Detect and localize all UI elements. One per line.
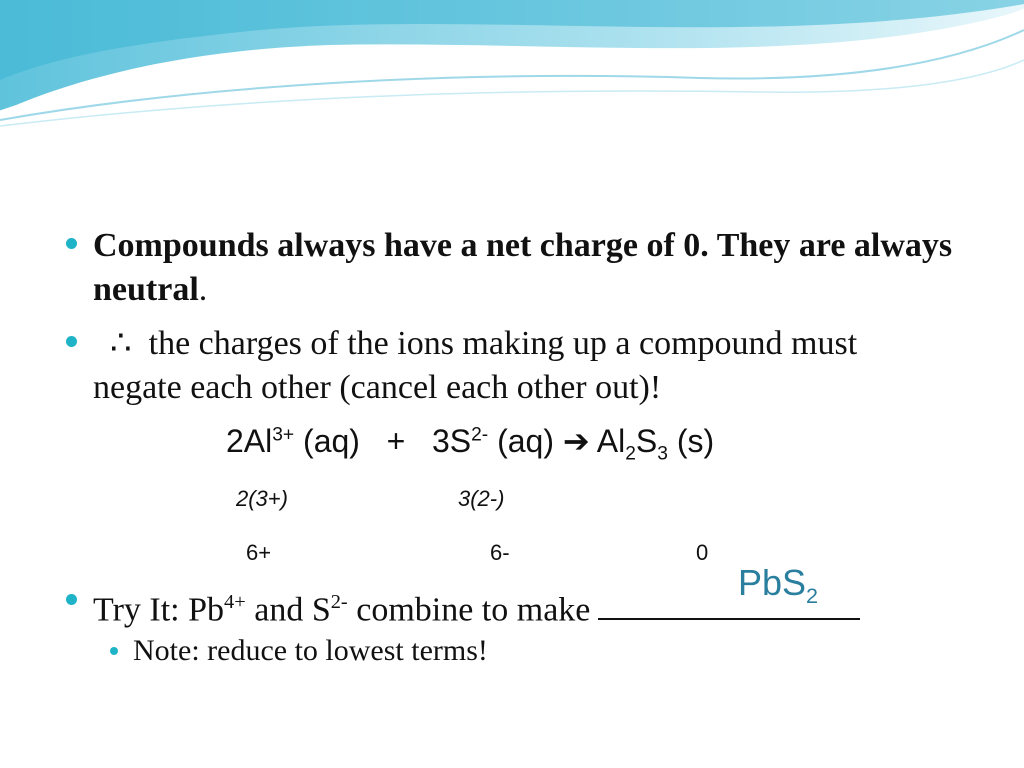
bullet-1-bold: Compounds always have a net charge of 0. They are always neutral (93, 227, 953, 308)
try-it-suffix: combine to make (347, 591, 591, 629)
calc-al: 2(3+) (236, 486, 288, 511)
answer-blank (598, 588, 860, 620)
pb-charge: 4+ (224, 591, 246, 613)
total-positive: 6+ (246, 540, 272, 565)
bullet-dot-1 (66, 238, 77, 249)
calc-s: 3(2-) (458, 486, 505, 511)
bullet-1-text (93, 224, 953, 312)
net-charge: 0 (696, 540, 709, 565)
arrow-icon: ➔ (562, 423, 590, 459)
total-negative: 6- (490, 540, 510, 565)
product-state: (s) (667, 423, 715, 459)
chemical-equation (226, 422, 714, 465)
try-it-prefix: Try It: Pb (93, 591, 225, 629)
therefore-symbol: ∴ (110, 325, 132, 362)
reactant-2-state: (aq) (488, 423, 554, 459)
answer-text (738, 562, 818, 609)
product-s: S (635, 423, 658, 459)
s-charge: 2- (330, 591, 348, 613)
reactant-2-charge: 2- (471, 424, 489, 446)
bullet-1-tail: . (198, 271, 208, 308)
answer-subscript: 2 (806, 583, 819, 609)
answer-formula: PbS (738, 562, 807, 603)
bullet-dot-3 (66, 594, 77, 605)
reactant-2: 3S (431, 423, 472, 459)
note-text: Note: reduce to lowest terms! (133, 634, 488, 667)
reactant-1-state: (aq) (294, 423, 360, 459)
product-al: Al (596, 423, 626, 459)
plus-sign: + (386, 423, 406, 459)
header-wave-decoration (0, 0, 1024, 140)
bullet-2-body: the charges of the ions making up a compound must negate each other (cancel each other out)! (93, 325, 858, 406)
try-it-mid: and S (245, 591, 331, 629)
reactant-1: 2Al (226, 423, 273, 459)
bullet-2-text (93, 322, 933, 410)
product-al-subscript: 2 (625, 443, 636, 465)
sub-bullet-dot (110, 647, 118, 655)
reactant-1-charge: 3+ (272, 424, 295, 446)
product-s-subscript: 3 (657, 443, 668, 465)
bullet-dot-2 (66, 336, 77, 347)
